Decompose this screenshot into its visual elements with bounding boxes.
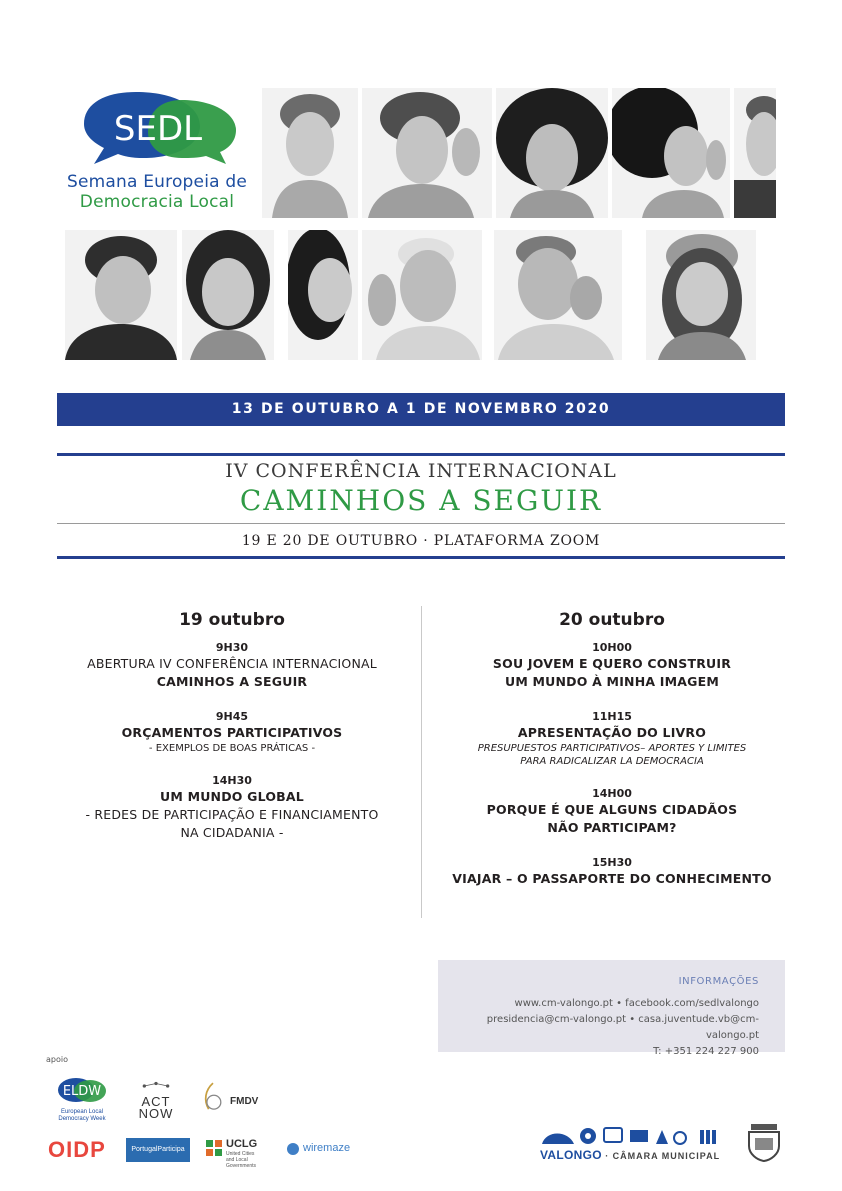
day-label: 20 outubro xyxy=(553,602,671,630)
portugal-participa-logo: PortugalParticipa xyxy=(126,1138,190,1162)
speech-bubble-icon xyxy=(56,1076,108,1104)
program-day-1 xyxy=(52,602,412,856)
person-icon xyxy=(288,230,358,360)
uclg-caption-1: United Cities xyxy=(226,1151,255,1157)
portrait-photo xyxy=(288,230,358,360)
eldw-caption xyxy=(56,1109,108,1123)
eldw-logo xyxy=(56,1076,108,1122)
information-box xyxy=(438,960,785,1057)
valongo-name: VALONGO xyxy=(540,1148,602,1162)
valongo-pictograms-icon xyxy=(540,1124,728,1146)
book-title: PARA RADICALIZAR LA DEMOCRACIA xyxy=(520,756,704,767)
eldw-caption-2: Democracy Week xyxy=(58,1116,106,1122)
uclg-logo xyxy=(206,1138,276,1168)
eldw-mark: ELDW xyxy=(62,1084,102,1099)
wiremaze-name: wiremaze xyxy=(303,1142,351,1154)
session xyxy=(52,769,412,842)
person-icon xyxy=(182,230,274,360)
oidp-mark: OIDP xyxy=(48,1137,106,1162)
session-title: ORÇAMENTOS PARTICIPATIVOS xyxy=(121,725,343,740)
book-title: PRESUPUESTOS PARTICIPATIVOS– APORTES Y LIMITES xyxy=(477,743,747,754)
session-title: NÃO PARTICIPAM? xyxy=(547,820,677,835)
valongo-wordmark xyxy=(540,1148,728,1162)
act-now-logo xyxy=(132,1078,180,1124)
divider xyxy=(57,556,785,559)
portrait-photo xyxy=(262,88,358,218)
column-divider xyxy=(421,606,422,918)
day-label: 19 outubro xyxy=(173,602,291,630)
conference-subtitle: IV CONFERÊNCIA INTERNACIONAL xyxy=(225,460,617,482)
divider xyxy=(57,453,785,456)
uclg-caption-2: and Local Governments xyxy=(226,1157,257,1169)
conference-date-platform: 19 E 20 DE OUTUBRO · PLATAFORMA ZOOM xyxy=(241,533,601,549)
person-icon xyxy=(646,230,756,360)
supporters-label: apoio xyxy=(46,1055,68,1064)
portrait-photo xyxy=(646,230,756,360)
logo-mark: SEDL xyxy=(113,109,203,149)
person-icon xyxy=(65,230,177,360)
person-icon xyxy=(612,88,730,218)
session-time: 11H15 xyxy=(588,711,636,723)
municipal-crest-icon xyxy=(745,1122,783,1162)
valongo-separator: · xyxy=(605,1151,610,1161)
session xyxy=(432,851,792,888)
speech-bubbles-icon xyxy=(74,88,244,166)
logo-line-2: Democracia Local xyxy=(79,192,235,212)
info-phone: T: +351 224 227 900 xyxy=(653,1046,759,1057)
person-icon xyxy=(262,88,358,218)
portrait-photo xyxy=(362,88,492,218)
fmdv-emblem-icon xyxy=(200,1080,226,1114)
session xyxy=(432,782,792,837)
session-title: CAMINHOS A SEGUIR xyxy=(156,674,308,689)
valongo-camara: CÂMARA MUNICIPAL xyxy=(612,1151,721,1161)
program-day-2 xyxy=(432,602,792,902)
oidp-logo xyxy=(48,1137,106,1163)
uclg-caption xyxy=(226,1151,276,1169)
logo-line-1: Semana Europeia de xyxy=(67,172,247,192)
portrait-photo xyxy=(182,230,274,360)
uclg-emblem-icon xyxy=(206,1140,222,1156)
portrait-photo xyxy=(494,230,622,360)
session-time: 9H30 xyxy=(212,642,252,654)
person-icon xyxy=(496,88,608,218)
portrait-photo xyxy=(612,88,730,218)
info-web-links: www.cm-valongo.pt • facebook.com/sedlvalongo xyxy=(514,998,759,1009)
portrait-photo xyxy=(65,230,177,360)
session-time: 9H45 xyxy=(212,711,252,723)
divider xyxy=(57,523,785,524)
session-subtitle: - EXEMPLOS DE BOAS PRÁTICAS - xyxy=(148,743,316,754)
session-title: APRESENTAÇÃO DO LIVRO xyxy=(517,725,707,740)
person-icon xyxy=(494,230,622,360)
person-icon xyxy=(734,88,776,218)
session-time: 15H30 xyxy=(588,857,636,869)
session-title: VIAJAR – O PASSAPORTE DO CONHECIMENTO xyxy=(452,871,772,886)
person-icon xyxy=(362,88,492,218)
info-emails: presidencia@cm-valongo.pt • casa.juventude.vb@cm-valongo.pt xyxy=(486,1014,759,1041)
portrait-photo xyxy=(362,230,482,360)
portrait-photo xyxy=(734,88,776,218)
session-title: ABERTURA IV CONFERÊNCIA INTERNACIONAL xyxy=(87,656,377,671)
session-time: 10H00 xyxy=(588,642,636,654)
session-title: NA CIDADANIA - xyxy=(180,825,284,840)
portrait-photo xyxy=(496,88,608,218)
session-time: 14H00 xyxy=(588,788,636,800)
session-title: PORQUE É QUE ALGUNS CIDADÃOS xyxy=(486,802,738,817)
person-icon xyxy=(362,230,482,360)
info-heading: INFORMAÇÕES xyxy=(678,976,759,987)
session-title: UM MUNDO GLOBAL xyxy=(160,789,304,804)
eldw-caption-1: European Local xyxy=(60,1109,104,1115)
fmdv-logo xyxy=(200,1080,264,1120)
wiremaze-icon xyxy=(286,1142,300,1156)
uclg-name: UCLG xyxy=(226,1138,258,1150)
session-title: - REDES DE PARTICIPAÇÃO E FINANCIAMENTO xyxy=(85,807,379,822)
wiremaze-logo xyxy=(286,1142,356,1158)
session xyxy=(52,636,412,691)
conference-title: CAMINHOS A SEGUIR xyxy=(239,484,603,517)
session xyxy=(432,636,792,691)
session-title: UM MUNDO À MINHA IMAGEM xyxy=(504,674,719,689)
act-now-line-2: NOW xyxy=(138,1106,174,1121)
network-icon xyxy=(132,1081,180,1091)
fmdv-name: FMDV xyxy=(230,1096,259,1107)
sedl-logo xyxy=(52,88,262,218)
session-time: 14H30 xyxy=(208,775,256,787)
act-now-line-1: ACT xyxy=(141,1094,171,1109)
session xyxy=(52,705,412,755)
session xyxy=(432,705,792,768)
session-title: SOU JOVEM E QUERO CONSTRUIR xyxy=(492,656,732,671)
date-range-banner: 13 DE OUTUBRO A 1 DE NOVEMBRO 2020 xyxy=(57,393,785,426)
